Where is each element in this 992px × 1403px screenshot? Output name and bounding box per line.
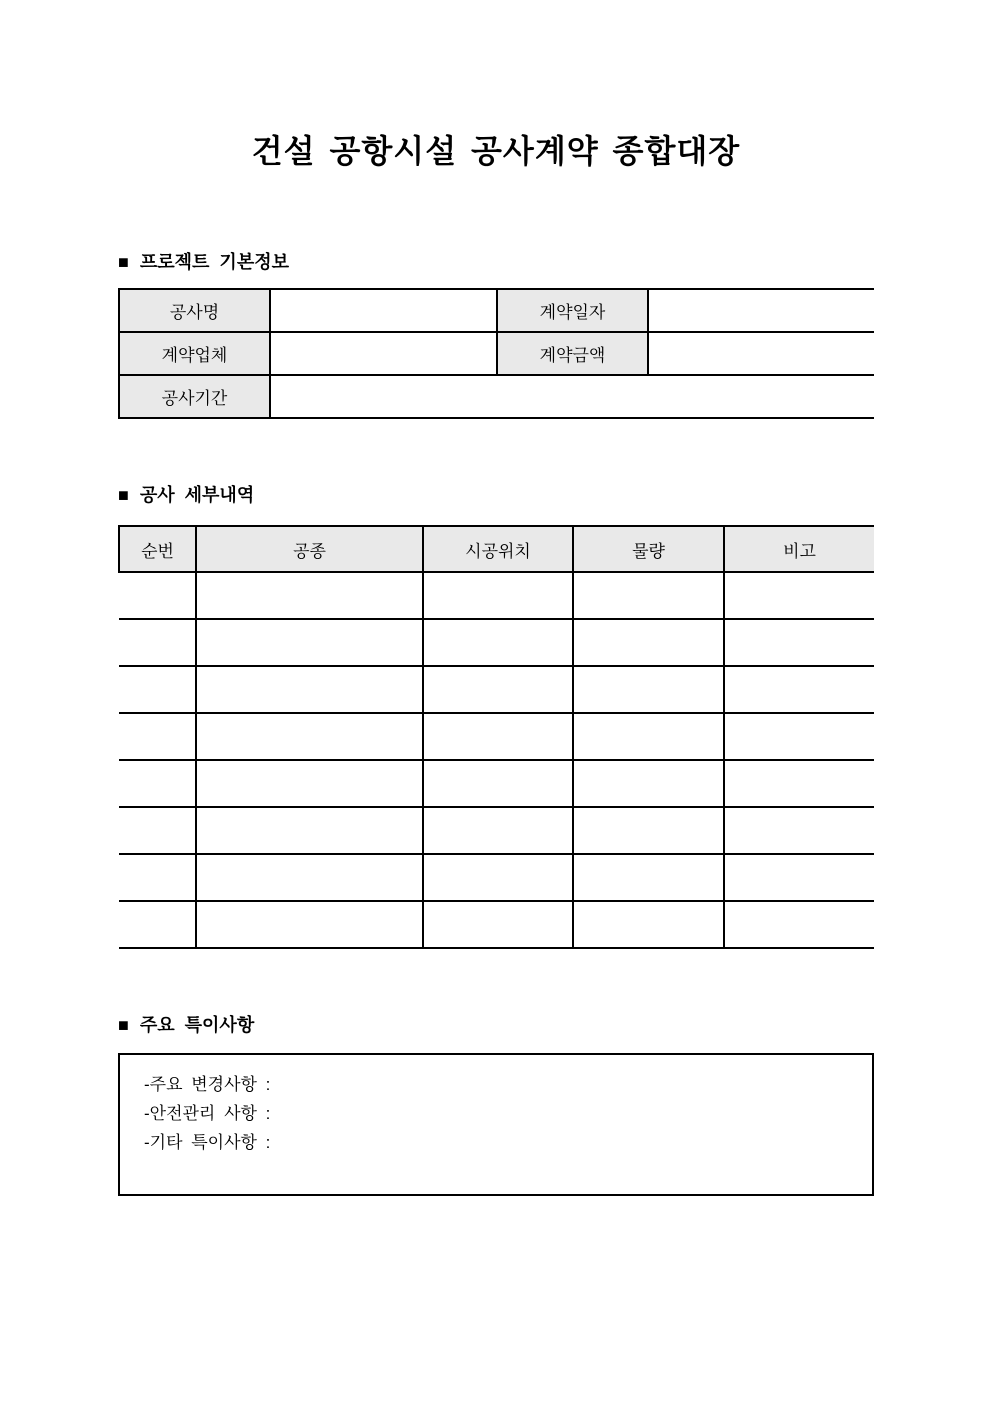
section-heading-special-notes (118, 1013, 254, 1037)
black-square-icon: ■ (118, 1015, 129, 1035)
label-cell-construction-period: 공사기간 (119, 375, 270, 418)
empty-cell (724, 619, 874, 666)
empty-cell (423, 619, 573, 666)
empty-cell (119, 572, 196, 619)
empty-cell (119, 807, 196, 854)
empty-cell (423, 760, 573, 807)
table-row (119, 901, 874, 948)
empty-cell (573, 901, 724, 948)
column-header-seq-no: 순번 (119, 526, 196, 572)
empty-cell (423, 807, 573, 854)
empty-cell (423, 572, 573, 619)
section-heading-label: 주요 특이사항 (139, 1015, 255, 1035)
table-row (119, 666, 874, 713)
empty-cell (423, 713, 573, 760)
table-row (119, 289, 874, 332)
empty-cell (119, 854, 196, 901)
table-row (119, 807, 874, 854)
section-heading-project-info (118, 250, 289, 274)
table-row (119, 572, 874, 619)
value-cell-contract-date (648, 289, 874, 332)
empty-cell (573, 666, 724, 713)
label-cell-contract-amount: 계약금액 (497, 332, 648, 375)
empty-cell (573, 572, 724, 619)
empty-cell (196, 760, 423, 807)
section-heading-label: 공사 세부내역 (139, 485, 255, 505)
empty-cell (119, 760, 196, 807)
label-cell-construction-name: 공사명 (119, 289, 270, 332)
empty-cell (724, 854, 874, 901)
empty-cell (724, 760, 874, 807)
empty-cell (119, 666, 196, 713)
empty-cell (196, 901, 423, 948)
empty-cell (196, 572, 423, 619)
value-cell-contract-amount (648, 332, 874, 375)
document-title: 건설 공항시설 공사계약 종합대장 (251, 133, 741, 169)
table-row (119, 713, 874, 760)
empty-cell (423, 666, 573, 713)
value-cell-contractor (270, 332, 497, 375)
empty-cell (724, 572, 874, 619)
note-line-other-notes: -기타 특이사항 : (144, 1133, 271, 1152)
label-cell-contract-date: 계약일자 (497, 289, 648, 332)
empty-cell (119, 619, 196, 666)
black-square-icon: ■ (118, 485, 129, 505)
empty-cell (196, 854, 423, 901)
column-header-location: 시공위치 (423, 526, 573, 572)
empty-cell (573, 713, 724, 760)
project-info-table (118, 288, 874, 419)
empty-cell (573, 619, 724, 666)
table-header-row (119, 526, 874, 572)
note-line-major-changes: -주요 변경사항 : (144, 1075, 271, 1094)
empty-cell (423, 901, 573, 948)
empty-cell (423, 854, 573, 901)
table-row (119, 375, 874, 418)
empty-cell (573, 760, 724, 807)
section-heading-label: 프로젝트 기본정보 (139, 252, 289, 272)
empty-cell (724, 666, 874, 713)
note-line-safety-management: -안전관리 사항 : (144, 1104, 271, 1123)
column-header-work-type: 공종 (196, 526, 423, 572)
table-row (119, 332, 874, 375)
value-cell-construction-name (270, 289, 497, 332)
value-cell-construction-period (270, 375, 874, 418)
table-row (119, 854, 874, 901)
empty-cell (196, 713, 423, 760)
empty-cell (724, 901, 874, 948)
empty-cell (724, 807, 874, 854)
special-notes-box (118, 1053, 874, 1196)
empty-cell (724, 713, 874, 760)
empty-cell (119, 713, 196, 760)
column-header-quantity: 물량 (573, 526, 724, 572)
table-row (119, 619, 874, 666)
empty-cell (573, 807, 724, 854)
empty-cell (196, 619, 423, 666)
empty-cell (196, 666, 423, 713)
section-heading-work-details (118, 483, 254, 507)
empty-cell (573, 854, 724, 901)
work-details-table (118, 525, 874, 949)
column-header-remarks: 비고 (724, 526, 874, 572)
black-square-icon: ■ (118, 252, 129, 272)
label-cell-contractor: 계약업체 (119, 332, 270, 375)
table-row (119, 760, 874, 807)
empty-cell (119, 901, 196, 948)
empty-cell (196, 807, 423, 854)
